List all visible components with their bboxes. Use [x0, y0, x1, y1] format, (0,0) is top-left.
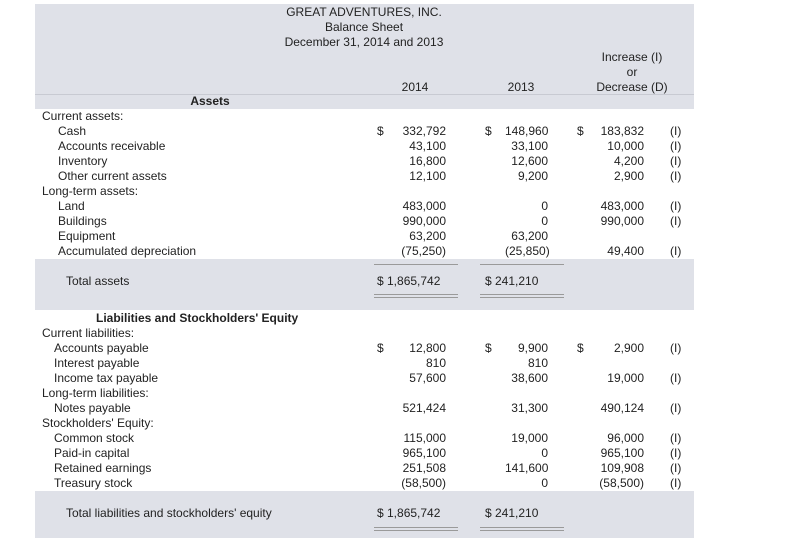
longterm-assets-label: Long-term assets: [42, 184, 139, 198]
value-2014: 12,100 [409, 169, 446, 183]
value-2014: 965,100 [402, 446, 446, 460]
statement-dates: December 31, 2014 and 2013 [284, 35, 444, 49]
change-indicator: (I) [670, 476, 682, 490]
value-2013: 63,200 [511, 229, 548, 243]
change-indicator: (I) [670, 401, 682, 415]
asset-spacer-band [35, 259, 694, 273]
change-indicator: (I) [670, 154, 682, 168]
current-liabilities-label: Current liabilities: [42, 326, 135, 340]
row-label: Inventory [58, 154, 108, 168]
row-label: Accounts payable [54, 341, 149, 355]
value-change: 96,000 [607, 431, 644, 445]
value-2013: 0 [541, 214, 548, 228]
header-rule [35, 94, 694, 95]
row-label: Accounts receivable [58, 139, 166, 153]
value-2014: (58,500) [401, 476, 446, 490]
value-2013: 0 [541, 476, 548, 490]
value-2014: 115,000 [403, 431, 446, 445]
total-liabilities-label: Total liabilities and stockholders' equity [66, 506, 272, 520]
dollar-sign: $ [485, 124, 492, 138]
assets-heading-band [35, 94, 694, 109]
change-header-2: or [626, 65, 638, 79]
liabilities-heading: Liabilities and Stockholders' Equity [96, 311, 299, 325]
value-change: 483,000 [600, 199, 644, 213]
row-label: Cash [58, 124, 87, 138]
value-2013: 31,300 [511, 401, 548, 415]
value-2014: 63,200 [409, 229, 446, 243]
row-label: Interest payable [54, 356, 140, 370]
statement-title: Balance Sheet [324, 20, 404, 34]
value-2013: 9,200 [517, 169, 548, 183]
value-change: 990,000 [600, 214, 644, 228]
total-rule-2013-a [480, 527, 564, 528]
total-rule-2014-a [374, 294, 458, 295]
total-rule-2014-a [374, 527, 458, 528]
bottom-band [35, 522, 694, 538]
value-2014: 57,600 [409, 371, 446, 385]
change-indicator: (I) [670, 169, 682, 183]
liab-spacer-band [35, 290, 694, 310]
row-label: Income tax payable [54, 371, 159, 385]
total-liabilities-2014: $ 1,865,742 [377, 506, 441, 520]
change-indicator: (I) [670, 124, 682, 138]
value-2013: 810 [527, 356, 548, 370]
value-2014: 521,424 [402, 401, 446, 415]
dollar-sign: $ [577, 124, 584, 138]
value-change: 19,000 [607, 371, 644, 385]
dollar-sign: $ [377, 341, 384, 355]
row-label: Common stock [54, 431, 135, 445]
row-label: Other current assets [58, 169, 167, 183]
value-2014: 332,792 [402, 124, 446, 138]
value-2014: 251,508 [402, 461, 446, 475]
change-indicator: (I) [670, 431, 682, 445]
value-2013: 0 [541, 199, 548, 213]
value-change: 965,100 [600, 446, 644, 460]
value-change: 2,900 [613, 169, 644, 183]
value-2013: 19,000 [511, 431, 548, 445]
value-change: 10,000 [607, 139, 644, 153]
value-2014: 43,100 [409, 139, 446, 153]
value-change: 4,200 [613, 154, 644, 168]
change-indicator: (I) [670, 244, 682, 258]
value-2013: 38,600 [511, 371, 548, 385]
assets-heading: Assets [190, 94, 230, 108]
change-indicator: (I) [670, 139, 682, 153]
row-label: Paid-in capital [54, 446, 130, 460]
value-2013: 9,900 [517, 341, 548, 355]
value-change: 490,124 [600, 401, 644, 415]
change-indicator: (I) [670, 199, 682, 213]
total-assets-2013: $ 241,210 [485, 274, 539, 288]
total-rule-2013-b [480, 297, 564, 298]
value-2013: 12,600 [511, 154, 548, 168]
value-change: 2,900 [613, 341, 644, 355]
value-2014: 16,800 [409, 154, 446, 168]
value-2014: (75,250) [401, 244, 446, 258]
total-assets-band [35, 273, 694, 290]
equity-label: Stockholders' Equity: [42, 416, 154, 430]
row-label: Retained earnings [54, 461, 152, 475]
change-indicator: (I) [670, 371, 682, 385]
value-2014: 483,000 [402, 199, 446, 213]
value-2013: 0 [541, 446, 548, 460]
row-label: Notes payable [54, 401, 131, 415]
value-change: 49,400 [607, 244, 644, 258]
subtotal-rule-2014 [374, 264, 458, 265]
change-indicator: (I) [670, 214, 682, 228]
value-change: (58,500) [599, 476, 644, 490]
dollar-sign: $ [377, 124, 384, 138]
row-label: Equipment [58, 229, 116, 243]
row-label: Land [58, 199, 85, 213]
total-assets-label: Total assets [66, 274, 130, 288]
value-2014: 12,800 [409, 341, 446, 355]
value-2013: (25,850) [505, 244, 550, 258]
liab-spacer-band-2 [35, 491, 694, 505]
total-rule-2013-a [480, 294, 564, 295]
column-header-2013: 2013 [507, 80, 535, 94]
total-rule-2014-b [374, 530, 458, 531]
longterm-liabilities-label: Long-term liabilities: [42, 386, 149, 400]
change-indicator: (I) [670, 461, 682, 475]
dollar-sign: $ [485, 341, 492, 355]
change-header-1: Increase (I) [601, 50, 663, 64]
company-name: GREAT ADVENTURES, INC. [286, 5, 442, 19]
subtotal-rule-2013 [480, 264, 564, 265]
value-change: 183,832 [600, 124, 644, 138]
total-liabilities-2013: $ 241,210 [485, 506, 539, 520]
value-2014: 990,000 [402, 214, 446, 228]
total-rule-2013-b [480, 530, 564, 531]
value-2014: 810 [425, 356, 446, 370]
total-rule-2014-b [374, 297, 458, 298]
value-change: 109,908 [600, 461, 644, 475]
row-label: Accumulated depreciation [58, 244, 197, 258]
current-assets-label: Current assets: [42, 109, 124, 123]
value-2013: 33,100 [511, 139, 548, 153]
value-2013: 148,960 [505, 124, 549, 138]
change-indicator: (I) [670, 341, 682, 355]
row-label: Treasury stock [54, 476, 133, 490]
change-indicator: (I) [670, 446, 682, 460]
dollar-sign: $ [577, 341, 584, 355]
total-assets-2014: $ 1,865,742 [377, 274, 441, 288]
column-header-2014: 2014 [401, 80, 429, 94]
change-header-3: Decrease (D) [596, 80, 668, 94]
row-label: Buildings [58, 214, 107, 228]
value-2013: 141,600 [505, 461, 549, 475]
